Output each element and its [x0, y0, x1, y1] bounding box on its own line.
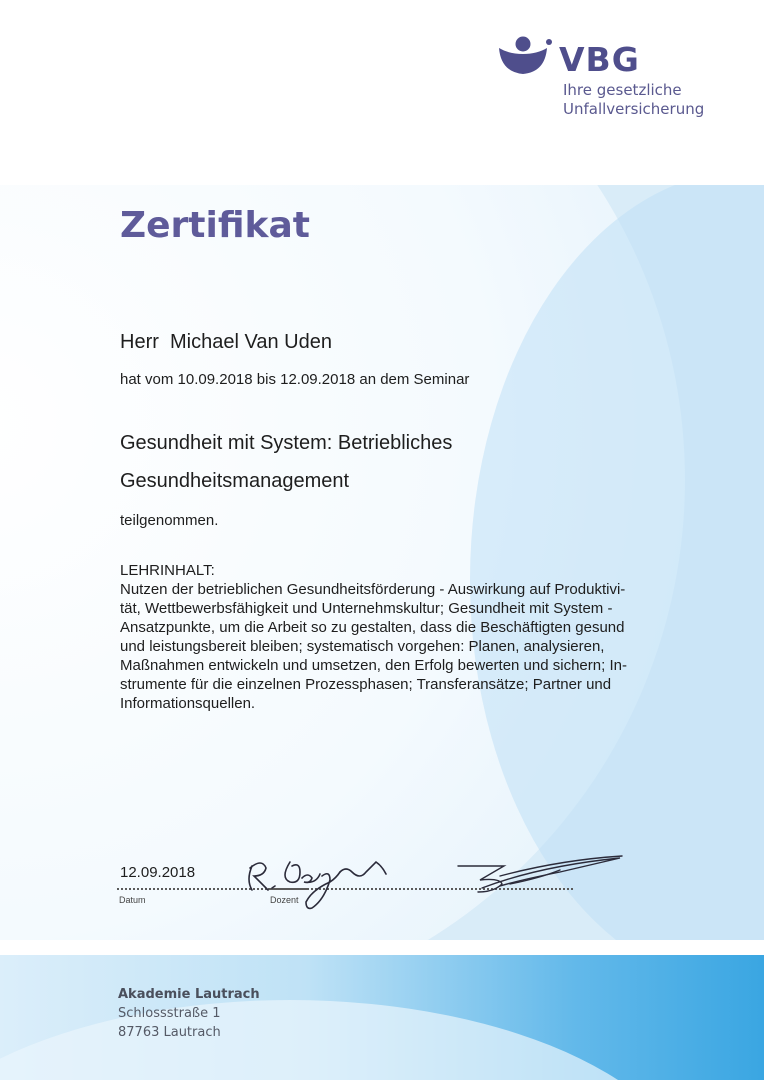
- content-line: tät, Wettbewerbsfähigkeit und Unternehmskultur; Gesundheit mit System -: [120, 600, 613, 617]
- lecturer-label: Dozent: [270, 895, 299, 905]
- certificate-title: Zertifikat: [120, 205, 310, 246]
- second-signature: [458, 856, 622, 892]
- lecturer-signature: [249, 862, 386, 908]
- content-line: Informationsquellen.: [120, 695, 256, 712]
- date-label: Datum: [119, 895, 146, 905]
- address-block: [118, 985, 260, 1042]
- attendance-statement: hat vom 10.09.2018 bis 12.09.2018 an dem Seminar: [120, 371, 470, 388]
- address-street: Schlossstraße 1: [118, 1006, 221, 1021]
- content-line: Ansatzpunkte, um die Arbeit so zu gestalten, dass die Beschäftigten gesund: [120, 619, 625, 636]
- logo-name: VBG: [559, 40, 640, 79]
- content-line: Nutzen der betrieblichen Gesundheitsförderung - Auswirkung auf Produktivi-: [120, 581, 626, 598]
- seminar-title-line2: Gesundheitsmanagement: [120, 470, 350, 492]
- content-line: strumente für die einzelnen Prozessphasen; Transferansätze; Partner und: [120, 676, 612, 693]
- address-city: 87763 Lautrach: [118, 1025, 221, 1040]
- address-name: Akademie Lautrach: [118, 987, 260, 1002]
- seminar-title-line1: Gesundheit mit System: Betriebliches: [120, 432, 453, 454]
- logo-tagline-line2: Unfallversicherung: [563, 100, 705, 118]
- recipient-name: Herr Michael Van Uden: [120, 331, 332, 353]
- participation-statement: teilgenommen.: [120, 512, 219, 529]
- logo-tagline-line1: Ihre gesetzliche: [563, 81, 682, 99]
- content-heading: LEHRINHALT:: [120, 562, 215, 579]
- signature-date: 12.09.2018: [120, 864, 196, 881]
- content-line: Maßnahmen entwickeln und umsetzen, den Erfolg bewerten und sichern; In-: [120, 657, 627, 674]
- content-line: und leistungsbereit bleiben; systematisch vorgehen: Planen, analysieren,: [120, 638, 605, 655]
